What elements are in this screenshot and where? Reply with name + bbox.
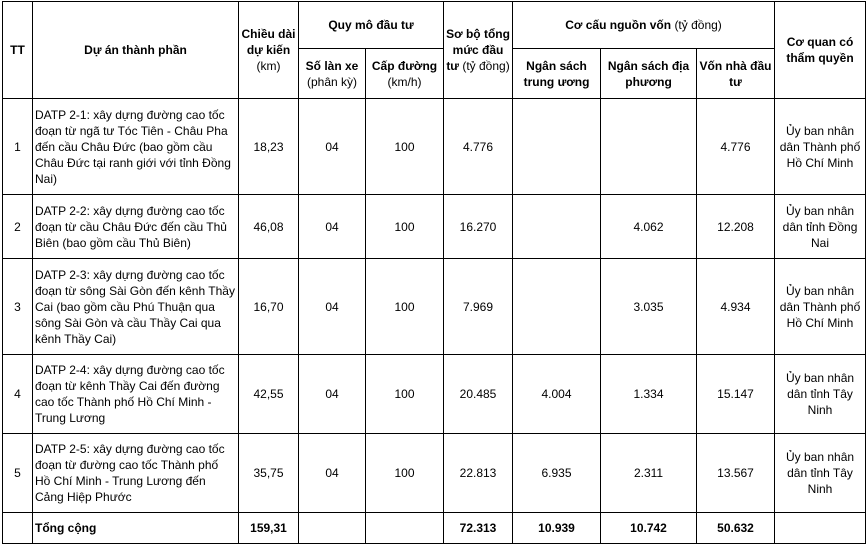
cell-local: 1.334: [601, 355, 697, 434]
cell-lanes: 04: [299, 259, 366, 355]
cell-lanes: 04: [299, 355, 366, 434]
header-tt: TT: [3, 2, 33, 99]
header-length: Chiều dài dự kiến (km): [239, 2, 299, 99]
cell-tt: 2: [3, 195, 33, 259]
totals-length: 159,31: [239, 513, 299, 544]
cell-length: 16,70: [239, 259, 299, 355]
cell-local: 2.311: [601, 434, 697, 513]
cell-local: 3.035: [601, 259, 697, 355]
header-scale: Quy mô đầu tư: [299, 2, 444, 49]
cell-lanes: 04: [299, 434, 366, 513]
cell-tt: 4: [3, 355, 33, 434]
cell-investor: 4.934: [697, 259, 775, 355]
cell-tt: 5: [3, 434, 33, 513]
cell-investor: 12.208: [697, 195, 775, 259]
cell-project: DATP 2-4: xây dựng đường cao tốc đoạn từ kênh Thầy Cai đến đường cao tốc Thành phố Hồ Chí Minh - Trung Lương: [33, 355, 239, 434]
cell-central: [513, 99, 601, 195]
cell-tt: 1: [3, 99, 33, 195]
cell-grade: [366, 513, 444, 544]
header-investor: Vốn nhà đầu tư: [697, 49, 775, 99]
cell-central: [513, 259, 601, 355]
header-local: Ngân sách địa phương: [601, 49, 697, 99]
header-central: Ngân sách trung ương: [513, 49, 601, 99]
cell-total: 4.776: [444, 99, 513, 195]
cell-total: 20.485: [444, 355, 513, 434]
table-row: [3, 99, 866, 195]
cell-tt: 3: [3, 259, 33, 355]
header-project: Dự án thành phần: [33, 2, 239, 99]
cell-length: 35,75: [239, 434, 299, 513]
table-row: [3, 259, 866, 355]
totals-local: 10.742: [601, 513, 697, 544]
cell-project: DATP 2-1: xây dựng đường cao tốc đoạn từ ngã tư Tóc Tiên - Châu Pha đến cầu Châu Đức (bao gồm cầu Châu Đức tại ranh giới với tỉnh Đồng Nai): [33, 99, 239, 195]
totals-central: 10.939: [513, 513, 601, 544]
header-total: Sơ bộ tổng mức đầu tư (tỷ đồng): [444, 2, 513, 99]
cell-grade: 100: [366, 195, 444, 259]
cell-authority: Ủy ban nhân dân tỉnh Tây Ninh: [775, 434, 866, 513]
cell-local: 4.062: [601, 195, 697, 259]
cell-lanes: [299, 513, 366, 544]
cell-investor: 15.147: [697, 355, 775, 434]
cell-length: 46,08: [239, 195, 299, 259]
totals-label: Tổng cộng: [33, 513, 239, 544]
cell-length: 18,23: [239, 99, 299, 195]
header-capital: Cơ cấu nguồn vốn (tỷ đồng): [513, 2, 775, 49]
cell-central: [513, 195, 601, 259]
cell-total: 7.969: [444, 259, 513, 355]
cell-length: 42,55: [239, 355, 299, 434]
cell-project: DATP 2-2: xây dựng đường cao tốc đoạn từ cầu Châu Đức đến cầu Thủ Biên (bao gồm cầu Thủ Biên): [33, 195, 239, 259]
cell-central: 4.004: [513, 355, 601, 434]
cell-investor: 4.776: [697, 99, 775, 195]
cell-lanes: 04: [299, 99, 366, 195]
investment-table: [2, 1, 866, 544]
cell-authority: Ủy ban nhân dân Thành phố Hồ Chí Minh: [775, 99, 866, 195]
cell-total: 16.270: [444, 195, 513, 259]
cell-project: DATP 2-3: xây dựng đường cao tốc đoạn từ sông Sài Gòn đến kênh Thầy Cai (bao gồm cầu Phú Thuận qua sông Sài Gòn và cầu Thầy Cai qua kênh Thầy Cai): [33, 259, 239, 355]
totals-total: 72.313: [444, 513, 513, 544]
cell-authority: Ủy ban nhân dân tỉnh Tây Ninh: [775, 355, 866, 434]
table-row: [3, 195, 866, 259]
cell-authority: [775, 513, 866, 544]
cell-grade: 100: [366, 99, 444, 195]
header-lanes: Số làn xe (phân kỳ): [299, 49, 366, 99]
header-authority: Cơ quan có thẩm quyền: [775, 2, 866, 99]
table-row: [3, 434, 866, 513]
cell-tt: [3, 513, 33, 544]
cell-grade: 100: [366, 259, 444, 355]
cell-central: 6.935: [513, 434, 601, 513]
cell-total: 22.813: [444, 434, 513, 513]
header-grade: Cấp đường (km/h): [366, 49, 444, 99]
cell-grade: 100: [366, 434, 444, 513]
cell-authority: Ủy ban nhân dân tỉnh Đồng Nai: [775, 195, 866, 259]
cell-project: DATP 2-5: xây dựng đường cao tốc đoạn từ đường cao tốc Thành phố Hồ Chí Minh - Trung Lương đến Cảng Hiệp Phước: [33, 434, 239, 513]
totals-row: [3, 513, 866, 544]
cell-grade: 100: [366, 355, 444, 434]
totals-investor: 50.632: [697, 513, 775, 544]
table-row: [3, 355, 866, 434]
cell-local: [601, 99, 697, 195]
cell-investor: 13.567: [697, 434, 775, 513]
cell-authority: Ủy ban nhân dân Thành phố Hồ Chí Minh: [775, 259, 866, 355]
cell-lanes: 04: [299, 195, 366, 259]
